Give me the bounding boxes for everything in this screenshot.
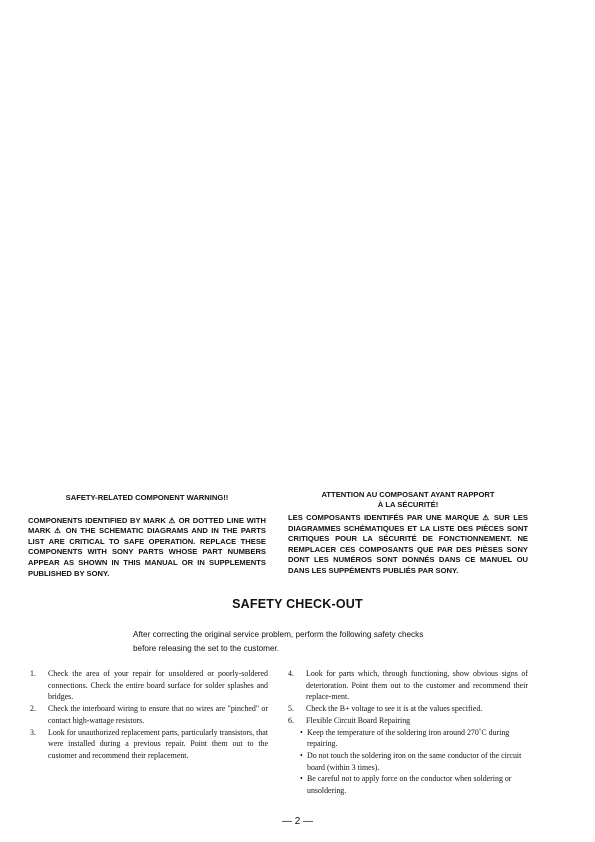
checklist-item	[288, 703, 528, 715]
item-text: Check the area of your repair for unsoldered or poorly-soldered connections. Check the entire board surface for solder splashes and bridges.	[48, 669, 268, 702]
warning-title-fr-line2: À LA SÉCURITÉ!	[377, 500, 439, 509]
warning-body-fr: LES COMPOSANTS IDENTIFÉS PAR UNE MARQUE ⚠ SUR LES DIAGRAMMES SCHÉMATIQUES ET LA LISTE DES PIÈCES SONT CRITIQUES POUR LA SÉCURITÉ DE FONCTIONNEMENT. NE REMPLACER CES COMPOSANTS QUE PAR DES PIÈSES SONY DONT LES NUMÉROS SONT DONNÉS DANS CE MANUEL OU DANS LES SUPPÉMENTS PUBLIÉS PAR SONY.	[288, 513, 528, 575]
checklist-item	[30, 703, 268, 726]
item-text: Look for unauthorized replacement parts, particularly transistors, that were installed during a previous repair. Point them out to the customer and recommend their replacement.	[48, 727, 268, 760]
bullet-text: Keep the temperature of the soldering iron around 270˚C during repairing.	[307, 727, 510, 749]
warning-title-fr	[288, 490, 528, 510]
warning-title-en: SAFETY-RELATED COMPONENT WARNING!!	[65, 493, 229, 502]
warning-title-fr-line1: ATTENTION AU COMPOSANT AYANT RAPPORT	[321, 490, 495, 499]
bullet-mark: •	[300, 774, 303, 784]
sub-bullet-item	[288, 727, 528, 750]
item-number: 6.	[288, 715, 294, 725]
sub-bullet-item	[288, 750, 528, 773]
safety-checkout-heading: SAFETY CHECK-OUT	[232, 597, 363, 611]
item-text: Check the B+ voltage to see it is at the values specified.	[306, 704, 483, 714]
checklist-item	[30, 668, 268, 703]
bullet-text: Be careful not to apply force on the conductor when soldering or unsoldering.	[307, 774, 512, 796]
checklist-item	[288, 715, 528, 727]
sub-bullet-item	[288, 773, 528, 796]
bullet-text: Do not touch the soldering iron on the same conductor of the circuit board (within 3 times).	[307, 750, 522, 772]
bullet-mark: •	[300, 727, 303, 737]
checklist-left-column	[30, 668, 268, 762]
bullet-mark: •	[300, 750, 303, 760]
item-number: 4.	[288, 669, 294, 678]
warning-body-en: COMPONENTS IDENTIFIED BY MARK ⚠ OR DOTTED LINE WITH MARK ⚠ ON THE SCHEMATIC DIAGRAMS AND IN THE PARTS LIST ARE CRITICAL TO SAFE OPERATION. REPLACE THESE COMPONENTS WITH SONY PARTS WHOSE PART NUMBERS APPEAR AS SHOWN IN THIS MANUAL OR IN SUPPLEMENTS PUBLISHED BY SONY.	[28, 515, 266, 578]
safety-warning-english	[28, 493, 266, 579]
item-number: 3.	[30, 727, 36, 737]
checklist-right-column	[288, 668, 528, 797]
item-text: Look for parts which, through functioning, show obvious signs of deterioration. Point them out to the customer and recommend their replace-ment.	[306, 669, 528, 702]
item-text: Check the interboard wiring to ensure that no wires are "pinched" or contact high-wattage resistors.	[48, 704, 268, 725]
safety-checkout-intro: After correcting the original service problem, perform the following safety checks before releasing the set to the customer.	[133, 630, 424, 653]
item-text: Flexible Circuit Board Repairing	[306, 715, 411, 725]
item-number: 2.	[30, 704, 36, 714]
checklist-item	[30, 727, 268, 762]
item-number: 5.	[288, 704, 294, 714]
page-number: — 2 —	[281, 816, 314, 827]
item-number: 1.	[30, 669, 36, 678]
checklist-item	[288, 668, 528, 703]
safety-warning-french	[288, 490, 528, 577]
